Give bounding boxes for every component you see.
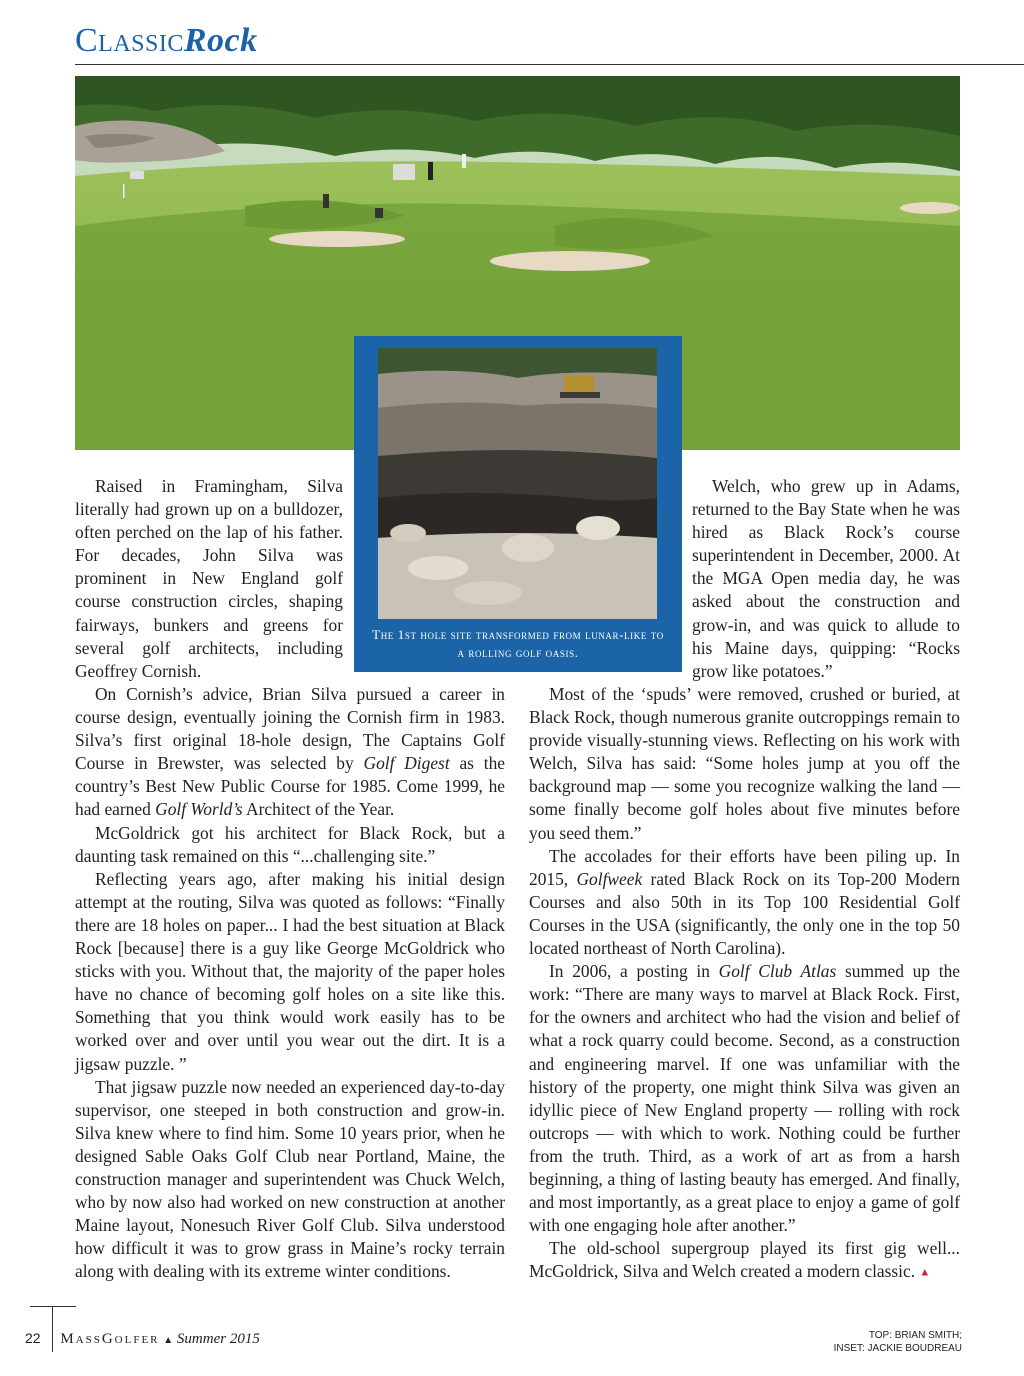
issue-date: Summer 2015 xyxy=(176,1331,260,1347)
header-rule xyxy=(75,64,1024,65)
page-number: 22 xyxy=(25,1330,41,1346)
credit-top: TOP: BRIAN SMITH; xyxy=(868,1330,962,1341)
article-column-right-top xyxy=(692,475,960,683)
golf-flag-icon: ▲ xyxy=(163,1335,174,1346)
photo-credits xyxy=(834,1329,962,1355)
paragraph: The old-school supergroup played its first gig well... McGoldrick, Silva and Welch created a modern classic. ▲ xyxy=(529,1238,960,1282)
header-rock: Rock xyxy=(183,22,258,59)
end-mark-icon: ▲ xyxy=(919,1266,931,1279)
magazine-name: MassGolfer xyxy=(60,1331,160,1347)
crop-mark xyxy=(30,1306,76,1307)
article-column-left xyxy=(75,683,505,1283)
inset-caption: The 1st hole site transformed from lunar-like to a rolling golf oasis. xyxy=(372,627,664,660)
paragraph: That jigsaw puzzle now needed an experienced day-to-day supervisor, one steeped in both construction and grow-in. Silva knew where to find him. Some 10 years prior, when he designed Sable Oaks Golf Club near Portland, Maine, the construction manager and superintendent was Chuck Welch, who by now also had worked on new construction at another Maine layout, Nonesuch River Golf Club. Silva understood how difficult it was to grow grass in Maine’s rocky terrain along with dealing with its extreme winter conditions. xyxy=(75,1076,505,1282)
section-header xyxy=(75,22,258,60)
paragraph: Raised in Framingham, Silva literally had grown up on a bulldozer, often perched on the lap of his father. For decades, John Silva was prominent in New England golf course construction circles, shaping fairways, bunkers and greens for several golf architects, including Geoffrey Cornish. xyxy=(75,476,343,681)
paragraph: In 2006, a posting in Golf Club Atlas summed up the work: “There are many ways to marvel at Black Rock. First, for the owners and architect who had the vision and belief of what a rock quarry could become. Second, as a construction and engineering marvel. If one was unfamiliar with the history of the property, one might think Silva was given an idyllic piece of New England property — rolling with rock outcrops — with which to work. Nothing could be further from the truth. Third, as a work of art as from a harsh beginning, a thing of lasting beauty has emerged. And finally, and most importantly, as a great place to enjoy a game of golf with one engaging hole after another.” xyxy=(529,961,960,1236)
credit-inset: INSET: JACKIE BOUDREAU xyxy=(833,1343,962,1354)
inset-photo-box xyxy=(354,336,682,672)
paragraph: Most of the ‘spuds’ were removed, crushed or buried, at Black Rock, though numerous granite outcroppings remain to provide visually-stunning views. Reflecting on his work with Welch, Silva has said: “Some holes jump at you off the background map — some you recognize walking the land — some finally become golf holes about five minutes before you seed them.” xyxy=(529,684,960,843)
paragraph: Reflecting years ago, after making his initial design attempt at the routing, Silva was quoted as follows: “Finally there are 18 holes on paper... I had the best situation at Black Rock [because] there is a guy like George McGoldrick who sticks with you. Without that, the majority of the paper holes have no chance of becoming golf holes on a site like this. Something that you think would work easily has to be worked over and over until you wear out the dirt. It is a jigsaw puzzle. ” xyxy=(75,868,505,1074)
page-footer xyxy=(25,1330,260,1348)
paragraph: The accolades for their efforts have been piling up. In 2015, Golfweek rated Black Rock on its Top-200 Modern Courses and also 50th in its Top 100 Residential Golf Courses in the USA (significantly, the only one in the top 50 located northeast of North Carolina). xyxy=(529,845,960,959)
article-column-left-top xyxy=(75,475,343,683)
construction-site-photo xyxy=(378,348,657,619)
paragraph: Welch, who grew up in Adams, returned to the Bay State when he was hired as Black Rock’s course superintendent in December, 2000. At the MGA Open media day, he was asked about the construction and grow-in, and was quick to allude to his Maine days, quipping: “Rocks grow like potatoes.” xyxy=(692,476,960,681)
paragraph: On Cornish’s advice, Brian Silva pursued a career in course design, eventually joining the Cornish firm in 1983. Silva’s first original 18-hole design, The Captains Golf Course in Brewster, was selected by Golf Digest as the country’s Best New Public Course for 1985. Come 1999, he had earned Golf World’s Architect of the Year. xyxy=(75,684,506,820)
header-classic: Classic xyxy=(75,22,184,59)
article-column-right xyxy=(529,683,960,1285)
paragraph: McGoldrick got his architect for Black Rock, but a daunting task remained on this “...challenging site.” xyxy=(75,822,505,866)
